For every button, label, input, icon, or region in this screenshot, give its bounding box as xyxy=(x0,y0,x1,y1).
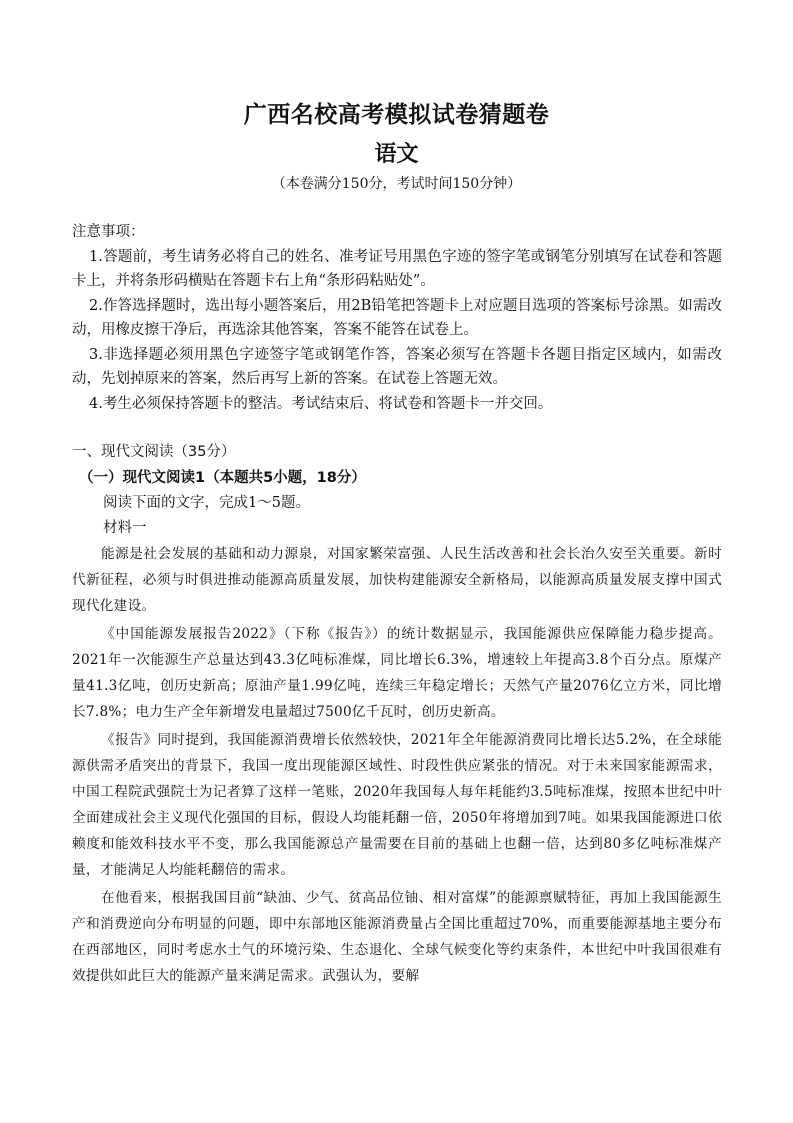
section-heading: 一、现代文阅读（35分） xyxy=(72,444,236,460)
material-paragraph: 《中国能源发展报告2022》（下称《报告》）的统计数据显示，我国能源供应保障能力稳步提高。2021年一次能源生产总量达到43.3亿吨标准煤，同比增长6.3%，增速较上年提高3.8个百分点。原煤产量41.3亿吨，创历史新高；原油产量1.99亿吨，连续三年稳定增长；天然气产量2076亿立方米，同比增长7.8%；电力生产全年新增发电量超过7500亿千瓦时，创历史新高。 xyxy=(72,626,722,720)
subject-title: 语文 xyxy=(374,142,419,167)
note-item: 4.考生必须保持答题卡的整洁。考试结束后、将试卷和答题卡一并交回。 xyxy=(89,395,553,412)
material-body xyxy=(72,541,722,989)
exam-info: （本卷满分150分，考试时间150分钟） xyxy=(271,176,522,192)
note-item: 1.答题前，考生请务必将自己的姓名、准考证号用黑色字迹的签字笔或钢笔分别填写在试卷和答题卡上，并将条形码横贴在答题卡右上角“条形码粘贴处”。 xyxy=(72,248,722,289)
notes-section xyxy=(72,220,722,416)
exam-title: 广西名校高考模拟试卷猜题卷 xyxy=(243,102,550,128)
material-paragraph: 《报告》同时提到，我国能源消费增长依然较快，2021年全年能源消费同比增长达5.2%，在全球能源供需矛盾突出的背景下，我国一度出现能源区域性、时段性供应紧张的情况。对于未来国家能源需求，中国工程院武强院士为记者算了这样一笔账，2020年我国每人每年耗能约3.5吨标准煤，按照本世纪中叶全面建成社会主义现代化强国的目标，假设人均能耗翻一倍，2050年将增加到7吨。如果我国能源进口依赖度和能效科技水平不变，那么我国能源总产量需要在目前的基础上也翻一倍，达到80多亿吨标准煤产量，才能满足人均能耗翻倍的需求。 xyxy=(72,732,722,878)
notes-heading: 注意事项： xyxy=(72,224,145,240)
material-label: 材料一 xyxy=(103,520,147,536)
sub-section-heading: （一）现代文阅读1（本题共5小题，18分） xyxy=(79,470,366,486)
note-item: 3.非选择题必须用黑色字迹签字笔或钢笔作答，答案必须写在答题卡各题目指定区域内，如需改动，先划掉原来的答案，然后再写上新的答案。在试卷上答题无效。 xyxy=(72,346,722,387)
note-item: 2.作答选择题时，选出每小题答案后，用2B铅笔把答题卡上对应题目选项的答案标号涂黑。如需改动，用橡皮擦干净后，再选涂其他答案，答案不能答在试卷上。 xyxy=(72,297,722,338)
material-paragraph: 能源是社会发展的基础和动力源泉，对国家繁荣富强、人民生活改善和社会长治久安至关重要。新时代新征程，必须与时俱进推动能源高质量发展，加快构建能源安全新格局，以能源高质量发展支撑中国式现代化建设。 xyxy=(72,546,722,614)
reading-instruction: 阅读下面的文字，完成1～5题。 xyxy=(103,495,310,511)
material-paragraph: 在他看来，根据我国目前“缺油、少气、贫高品位铀、相对富煤”的能源禀赋特征，再加上我国能源生产和消费逆向分布明显的问题，即中东部地区能源消费量占全国比重超过70%，而重要能源基地主要分布在西部地区，同时考虑水土气的环境污染、生态退化、全球气候变化等约束条件，本世纪中叶我国很难有效提供如此巨大的能源产量来满足需求。武强认为，要解 xyxy=(72,890,722,984)
